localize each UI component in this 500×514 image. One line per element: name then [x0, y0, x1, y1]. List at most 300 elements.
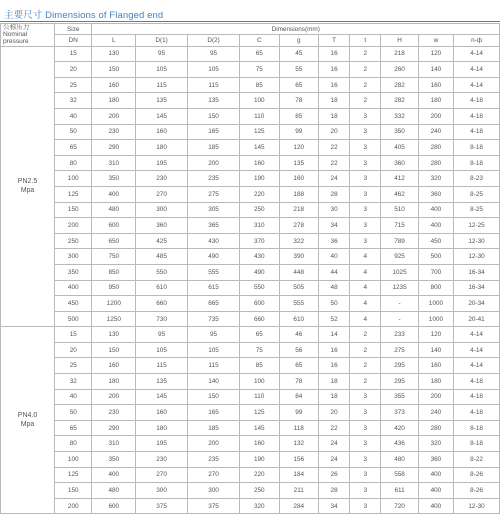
table-cell: 145 — [136, 389, 188, 405]
table-cell: 2 — [350, 358, 381, 374]
table-cell: 25 — [55, 358, 92, 374]
table-cell: 555 — [188, 264, 240, 280]
table-cell: 260 — [381, 62, 418, 78]
table-cell: 3 — [350, 108, 381, 124]
table-row — [1, 296, 500, 312]
table-cell: 14 — [319, 327, 350, 343]
table-cell: 4-18 — [454, 374, 500, 390]
table-row — [1, 327, 500, 343]
table-cell: 130 — [92, 327, 136, 343]
table-cell: 350 — [92, 171, 136, 187]
table-cell: 550 — [240, 280, 279, 296]
table-cell: 320 — [418, 171, 453, 187]
table-cell: 132 — [279, 436, 318, 452]
table-cell: 355 — [381, 389, 418, 405]
table-cell: 4-14 — [454, 327, 500, 343]
table-cell: 120 — [418, 46, 453, 62]
table-cell: 290 — [92, 140, 136, 156]
table-cell: 100 — [240, 93, 279, 109]
table-cell: 200 — [418, 108, 453, 124]
table-cell: 28 — [319, 186, 350, 202]
table-row — [1, 249, 500, 265]
table-cell: 490 — [240, 264, 279, 280]
table-cell: 85 — [279, 108, 318, 124]
table-cell: 190 — [240, 452, 279, 468]
table-row — [1, 436, 500, 452]
table-cell: 140 — [418, 342, 453, 358]
table-row — [1, 124, 500, 140]
table-cell: 2 — [350, 374, 381, 390]
table-cell: 611 — [381, 483, 418, 499]
table-cell: 16 — [319, 77, 350, 93]
table-cell: 140 — [188, 374, 240, 390]
table-cell: 26 — [319, 467, 350, 483]
table-body — [1, 46, 500, 514]
table-cell: 400 — [55, 280, 92, 296]
nominal-pressure-value: Mpa — [20, 187, 35, 195]
table-cell: 8-25 — [454, 186, 500, 202]
table-cell: 3 — [350, 420, 381, 436]
table-cell: 275 — [188, 186, 240, 202]
table-cell: 500 — [55, 311, 92, 327]
table-cell: 140 — [418, 62, 453, 78]
table-cell: 65 — [55, 420, 92, 436]
column-header: n-ф — [454, 35, 500, 46]
table-cell: 184 — [279, 467, 318, 483]
table-cell: 610 — [136, 280, 188, 296]
table-cell: 320 — [418, 436, 453, 452]
table-cell: 180 — [418, 93, 453, 109]
table-cell: 75 — [240, 342, 279, 358]
table-cell: 135 — [136, 93, 188, 109]
table-cell: 360 — [381, 155, 418, 171]
table-cell: 230 — [136, 171, 188, 187]
table-cell: 280 — [418, 155, 453, 171]
table-cell: 78 — [279, 374, 318, 390]
table-cell: 65 — [279, 77, 318, 93]
column-header: C — [240, 35, 279, 46]
table-cell: 160 — [92, 77, 136, 93]
table-cell: 4 — [350, 296, 381, 312]
column-header-row — [1, 35, 500, 46]
table-cell: 20-34 — [454, 296, 500, 312]
table-cell: 4-18 — [454, 124, 500, 140]
dimensions-table — [0, 23, 500, 514]
table-cell: 22 — [319, 420, 350, 436]
column-header: g — [279, 35, 318, 46]
table-cell: 665 — [188, 296, 240, 312]
table-cell: - — [381, 311, 418, 327]
table-cell: 180 — [418, 374, 453, 390]
table-cell: 65 — [240, 46, 279, 62]
table-row — [1, 420, 500, 436]
table-cell: 400 — [418, 467, 453, 483]
table-cell: 462 — [381, 186, 418, 202]
table-row — [1, 46, 500, 62]
table-cell: 195 — [136, 155, 188, 171]
table-cell: - — [381, 296, 418, 312]
table-cell: 430 — [188, 233, 240, 249]
table-cell: 800 — [418, 280, 453, 296]
size-header: Size — [55, 24, 92, 35]
table-row — [1, 93, 500, 109]
table-cell: 4 — [350, 280, 381, 296]
table-cell: 24 — [319, 452, 350, 468]
table-cell: 230 — [92, 405, 136, 421]
table-cell: 8-18 — [454, 155, 500, 171]
table-cell: 310 — [92, 436, 136, 452]
table-cell: 310 — [240, 218, 279, 234]
table-cell: 36 — [319, 233, 350, 249]
table-cell: 16 — [319, 46, 350, 62]
table-cell: 282 — [381, 93, 418, 109]
table-cell: 430 — [240, 249, 279, 265]
table-cell: 600 — [92, 218, 136, 234]
table-cell: 160 — [240, 155, 279, 171]
table-cell: 100 — [55, 452, 92, 468]
table-cell: 615 — [188, 280, 240, 296]
table-row — [1, 358, 500, 374]
table-cell: 130 — [92, 46, 136, 62]
table-cell: 1235 — [381, 280, 418, 296]
table-cell: 270 — [136, 467, 188, 483]
table-cell: 2 — [350, 342, 381, 358]
table-row — [1, 389, 500, 405]
table-cell: 390 — [279, 249, 318, 265]
table-cell: 211 — [279, 483, 318, 499]
table-cell: 448 — [279, 264, 318, 280]
table-cell: 125 — [55, 186, 92, 202]
table-cell: 233 — [381, 327, 418, 343]
column-header: L — [92, 35, 136, 46]
table-cell: 250 — [240, 483, 279, 499]
table-cell: 240 — [418, 405, 453, 421]
table-cell: 8-18 — [454, 420, 500, 436]
table-cell: 12-30 — [454, 249, 500, 265]
table-cell: 95 — [136, 327, 188, 343]
table-cell: 600 — [92, 498, 136, 514]
table-cell: 480 — [92, 202, 136, 218]
table-cell: 135 — [136, 374, 188, 390]
table-cell: 75 — [240, 62, 279, 78]
table-cell: 8-26 — [454, 483, 500, 499]
table-cell: 505 — [279, 280, 318, 296]
table-cell: 200 — [418, 389, 453, 405]
table-cell: 150 — [55, 483, 92, 499]
dimensions-header: Dimensions(mm) — [92, 24, 500, 35]
table-cell: 4-18 — [454, 389, 500, 405]
table-cell: 28 — [319, 483, 350, 499]
table-cell: 3 — [350, 186, 381, 202]
table-cell: 240 — [418, 124, 453, 140]
table-cell: 373 — [381, 405, 418, 421]
table-cell: 150 — [92, 62, 136, 78]
table-cell: 50 — [55, 124, 92, 140]
table-cell: 730 — [136, 311, 188, 327]
table-cell: 218 — [279, 202, 318, 218]
table-cell: 110 — [240, 389, 279, 405]
table-cell: 22 — [319, 155, 350, 171]
table-cell: 160 — [136, 124, 188, 140]
table-cell: 105 — [136, 62, 188, 78]
nominal-pressure-label-en: Nominal pressure — [3, 31, 29, 46]
table-cell: 3 — [350, 498, 381, 514]
table-cell: 1250 — [92, 311, 136, 327]
table-cell: 165 — [188, 124, 240, 140]
table-cell: 700 — [418, 264, 453, 280]
table-cell: 16-34 — [454, 280, 500, 296]
table-cell: 925 — [381, 249, 418, 265]
table-cell: 715 — [381, 218, 418, 234]
table-cell: 18 — [319, 93, 350, 109]
table-cell: 40 — [55, 108, 92, 124]
table-cell: 185 — [188, 140, 240, 156]
table-row — [1, 405, 500, 421]
table-cell: 350 — [381, 124, 418, 140]
table-cell: 78 — [279, 93, 318, 109]
table-cell: 99 — [279, 124, 318, 140]
nominal-pressure-header — [1, 24, 55, 47]
nominal-pressure-label-cn: 公称压力 — [3, 24, 30, 31]
table-cell: 750 — [92, 249, 136, 265]
table-cell: 8-26 — [454, 467, 500, 483]
table-cell: 322 — [279, 233, 318, 249]
table-header — [1, 24, 500, 47]
table-cell: 18 — [319, 374, 350, 390]
table-cell: 40 — [55, 389, 92, 405]
table-cell: 1025 — [381, 264, 418, 280]
table-cell: 4-14 — [454, 358, 500, 374]
table-cell: 120 — [418, 327, 453, 343]
table-cell: 115 — [136, 358, 188, 374]
table-cell: 278 — [279, 218, 318, 234]
table-cell: 300 — [136, 483, 188, 499]
table-cell: 200 — [92, 108, 136, 124]
table-cell: 789 — [381, 233, 418, 249]
table-cell: 16 — [319, 62, 350, 78]
table-cell: 650 — [92, 233, 136, 249]
table-cell: 30 — [319, 202, 350, 218]
table-cell: 450 — [418, 233, 453, 249]
table-cell: 185 — [188, 420, 240, 436]
table-cell: 235 — [188, 171, 240, 187]
table-cell: 135 — [188, 93, 240, 109]
table-cell: 2 — [350, 46, 381, 62]
table-cell: 165 — [188, 405, 240, 421]
table-cell: 125 — [55, 467, 92, 483]
table-cell: 40 — [319, 249, 350, 265]
table-cell: 20 — [55, 62, 92, 78]
table-cell: 3 — [350, 124, 381, 140]
table-cell: 480 — [381, 452, 418, 468]
table-cell: 300 — [136, 202, 188, 218]
table-cell: 425 — [136, 233, 188, 249]
table-cell: 280 — [418, 420, 453, 436]
table-cell: 230 — [136, 452, 188, 468]
table-cell: 2 — [350, 93, 381, 109]
table-cell: 4-18 — [454, 93, 500, 109]
table-cell: 735 — [188, 311, 240, 327]
column-header: D(2) — [188, 35, 240, 46]
table-row — [1, 483, 500, 499]
table-cell: 405 — [381, 140, 418, 156]
table-cell: 18 — [319, 108, 350, 124]
table-cell: 45 — [279, 46, 318, 62]
table-cell: 400 — [418, 498, 453, 514]
table-cell: 125 — [240, 405, 279, 421]
table-cell: 4 — [350, 249, 381, 265]
table-cell: 150 — [55, 202, 92, 218]
table-cell: 156 — [279, 452, 318, 468]
table-cell: 105 — [136, 342, 188, 358]
table-cell: 365 — [188, 218, 240, 234]
table-cell: 145 — [136, 108, 188, 124]
column-header: DN — [55, 35, 92, 46]
table-cell: 80 — [55, 436, 92, 452]
table-row — [1, 467, 500, 483]
table-cell: 295 — [381, 358, 418, 374]
table-cell: 555 — [279, 296, 318, 312]
table-cell: 500 — [418, 249, 453, 265]
table-cell: 282 — [381, 77, 418, 93]
nominal-pressure-value: Mpa — [20, 421, 35, 429]
table-cell: 3 — [350, 467, 381, 483]
table-cell: 720 — [381, 498, 418, 514]
table-cell: 350 — [92, 452, 136, 468]
table-cell: 85 — [240, 77, 279, 93]
table-cell: 195 — [136, 436, 188, 452]
table-cell: 360 — [418, 452, 453, 468]
table-cell: 16-34 — [454, 264, 500, 280]
table-cell: 284 — [279, 498, 318, 514]
table-cell: 32 — [55, 93, 92, 109]
table-cell: 180 — [92, 93, 136, 109]
table-cell: 65 — [279, 358, 318, 374]
table-cell: 375 — [136, 498, 188, 514]
table-cell: 610 — [279, 311, 318, 327]
table-cell: 99 — [279, 405, 318, 421]
table-cell: 485 — [136, 249, 188, 265]
table-cell: 50 — [319, 296, 350, 312]
table-cell: 436 — [381, 436, 418, 452]
table-cell: 34 — [319, 218, 350, 234]
table-cell: 16 — [319, 342, 350, 358]
table-cell: 332 — [381, 108, 418, 124]
table-cell: 200 — [188, 155, 240, 171]
table-cell: 24 — [319, 436, 350, 452]
table-row — [1, 62, 500, 78]
table-cell: 65 — [240, 327, 279, 343]
table-cell: 4 — [350, 264, 381, 280]
table-row — [1, 186, 500, 202]
table-cell: 85 — [240, 358, 279, 374]
table-row — [1, 264, 500, 280]
page-title: 主要尺寸 Dimensions of Flanged end — [4, 10, 164, 21]
table-cell: 110 — [240, 108, 279, 124]
table-cell: 558 — [381, 467, 418, 483]
table-row — [1, 77, 500, 93]
table-cell: 125 — [240, 124, 279, 140]
table-cell: 48 — [319, 280, 350, 296]
table-cell: 850 — [92, 264, 136, 280]
table-cell: 20-41 — [454, 311, 500, 327]
table-cell: 350 — [55, 264, 92, 280]
table-cell: 400 — [92, 186, 136, 202]
table-row — [1, 218, 500, 234]
table-row — [1, 171, 500, 187]
table-cell: 160 — [136, 405, 188, 421]
table-cell: 95 — [188, 327, 240, 343]
table-row — [1, 498, 500, 514]
table-cell: 550 — [136, 264, 188, 280]
table-cell: 20 — [55, 342, 92, 358]
table-cell: 105 — [188, 342, 240, 358]
table-cell: 400 — [418, 483, 453, 499]
table-cell: 20 — [319, 124, 350, 140]
table-cell: 150 — [92, 342, 136, 358]
column-header: T — [319, 35, 350, 46]
table-cell: 160 — [240, 436, 279, 452]
table-row — [1, 202, 500, 218]
table-cell: 3 — [350, 202, 381, 218]
table-cell: 250 — [55, 233, 92, 249]
table-cell: 18 — [319, 389, 350, 405]
table-cell: 480 — [92, 483, 136, 499]
table-cell: 200 — [188, 436, 240, 452]
table-cell: 32 — [55, 374, 92, 390]
table-cell: 135 — [279, 155, 318, 171]
table-cell: 400 — [92, 467, 136, 483]
table-cell: 290 — [92, 420, 136, 436]
table-cell: 400 — [418, 218, 453, 234]
table-cell: 180 — [136, 140, 188, 156]
table-cell: 24 — [319, 171, 350, 187]
title-rule — [0, 21, 500, 22]
table-cell: 118 — [279, 420, 318, 436]
table-cell: 2 — [350, 62, 381, 78]
table-cell: 4-14 — [454, 342, 500, 358]
table-cell: 280 — [418, 140, 453, 156]
table-cell: 360 — [136, 218, 188, 234]
table-row — [1, 374, 500, 390]
table-cell: 3 — [350, 140, 381, 156]
table-cell: 220 — [240, 467, 279, 483]
table-cell: 65 — [55, 140, 92, 156]
column-header: H — [381, 35, 418, 46]
table-cell: 450 — [55, 296, 92, 312]
table-cell: 56 — [279, 342, 318, 358]
table-cell: 4-18 — [454, 108, 500, 124]
table-cell: 3 — [350, 218, 381, 234]
table-cell: 490 — [188, 249, 240, 265]
column-header: D(1) — [136, 35, 188, 46]
table-cell: 44 — [319, 264, 350, 280]
table-cell: 510 — [381, 202, 418, 218]
table-cell: 218 — [381, 46, 418, 62]
table-cell: 100 — [240, 374, 279, 390]
table-cell: 100 — [55, 171, 92, 187]
table-cell: 4 — [350, 311, 381, 327]
table-cell: 8-18 — [454, 436, 500, 452]
table-cell: 190 — [240, 171, 279, 187]
table-cell: 95 — [188, 46, 240, 62]
table-cell: 300 — [55, 249, 92, 265]
table-cell: 22 — [319, 140, 350, 156]
table-cell: 412 — [381, 171, 418, 187]
table-cell: 20 — [319, 405, 350, 421]
table-cell: 370 — [240, 233, 279, 249]
table-row — [1, 342, 500, 358]
